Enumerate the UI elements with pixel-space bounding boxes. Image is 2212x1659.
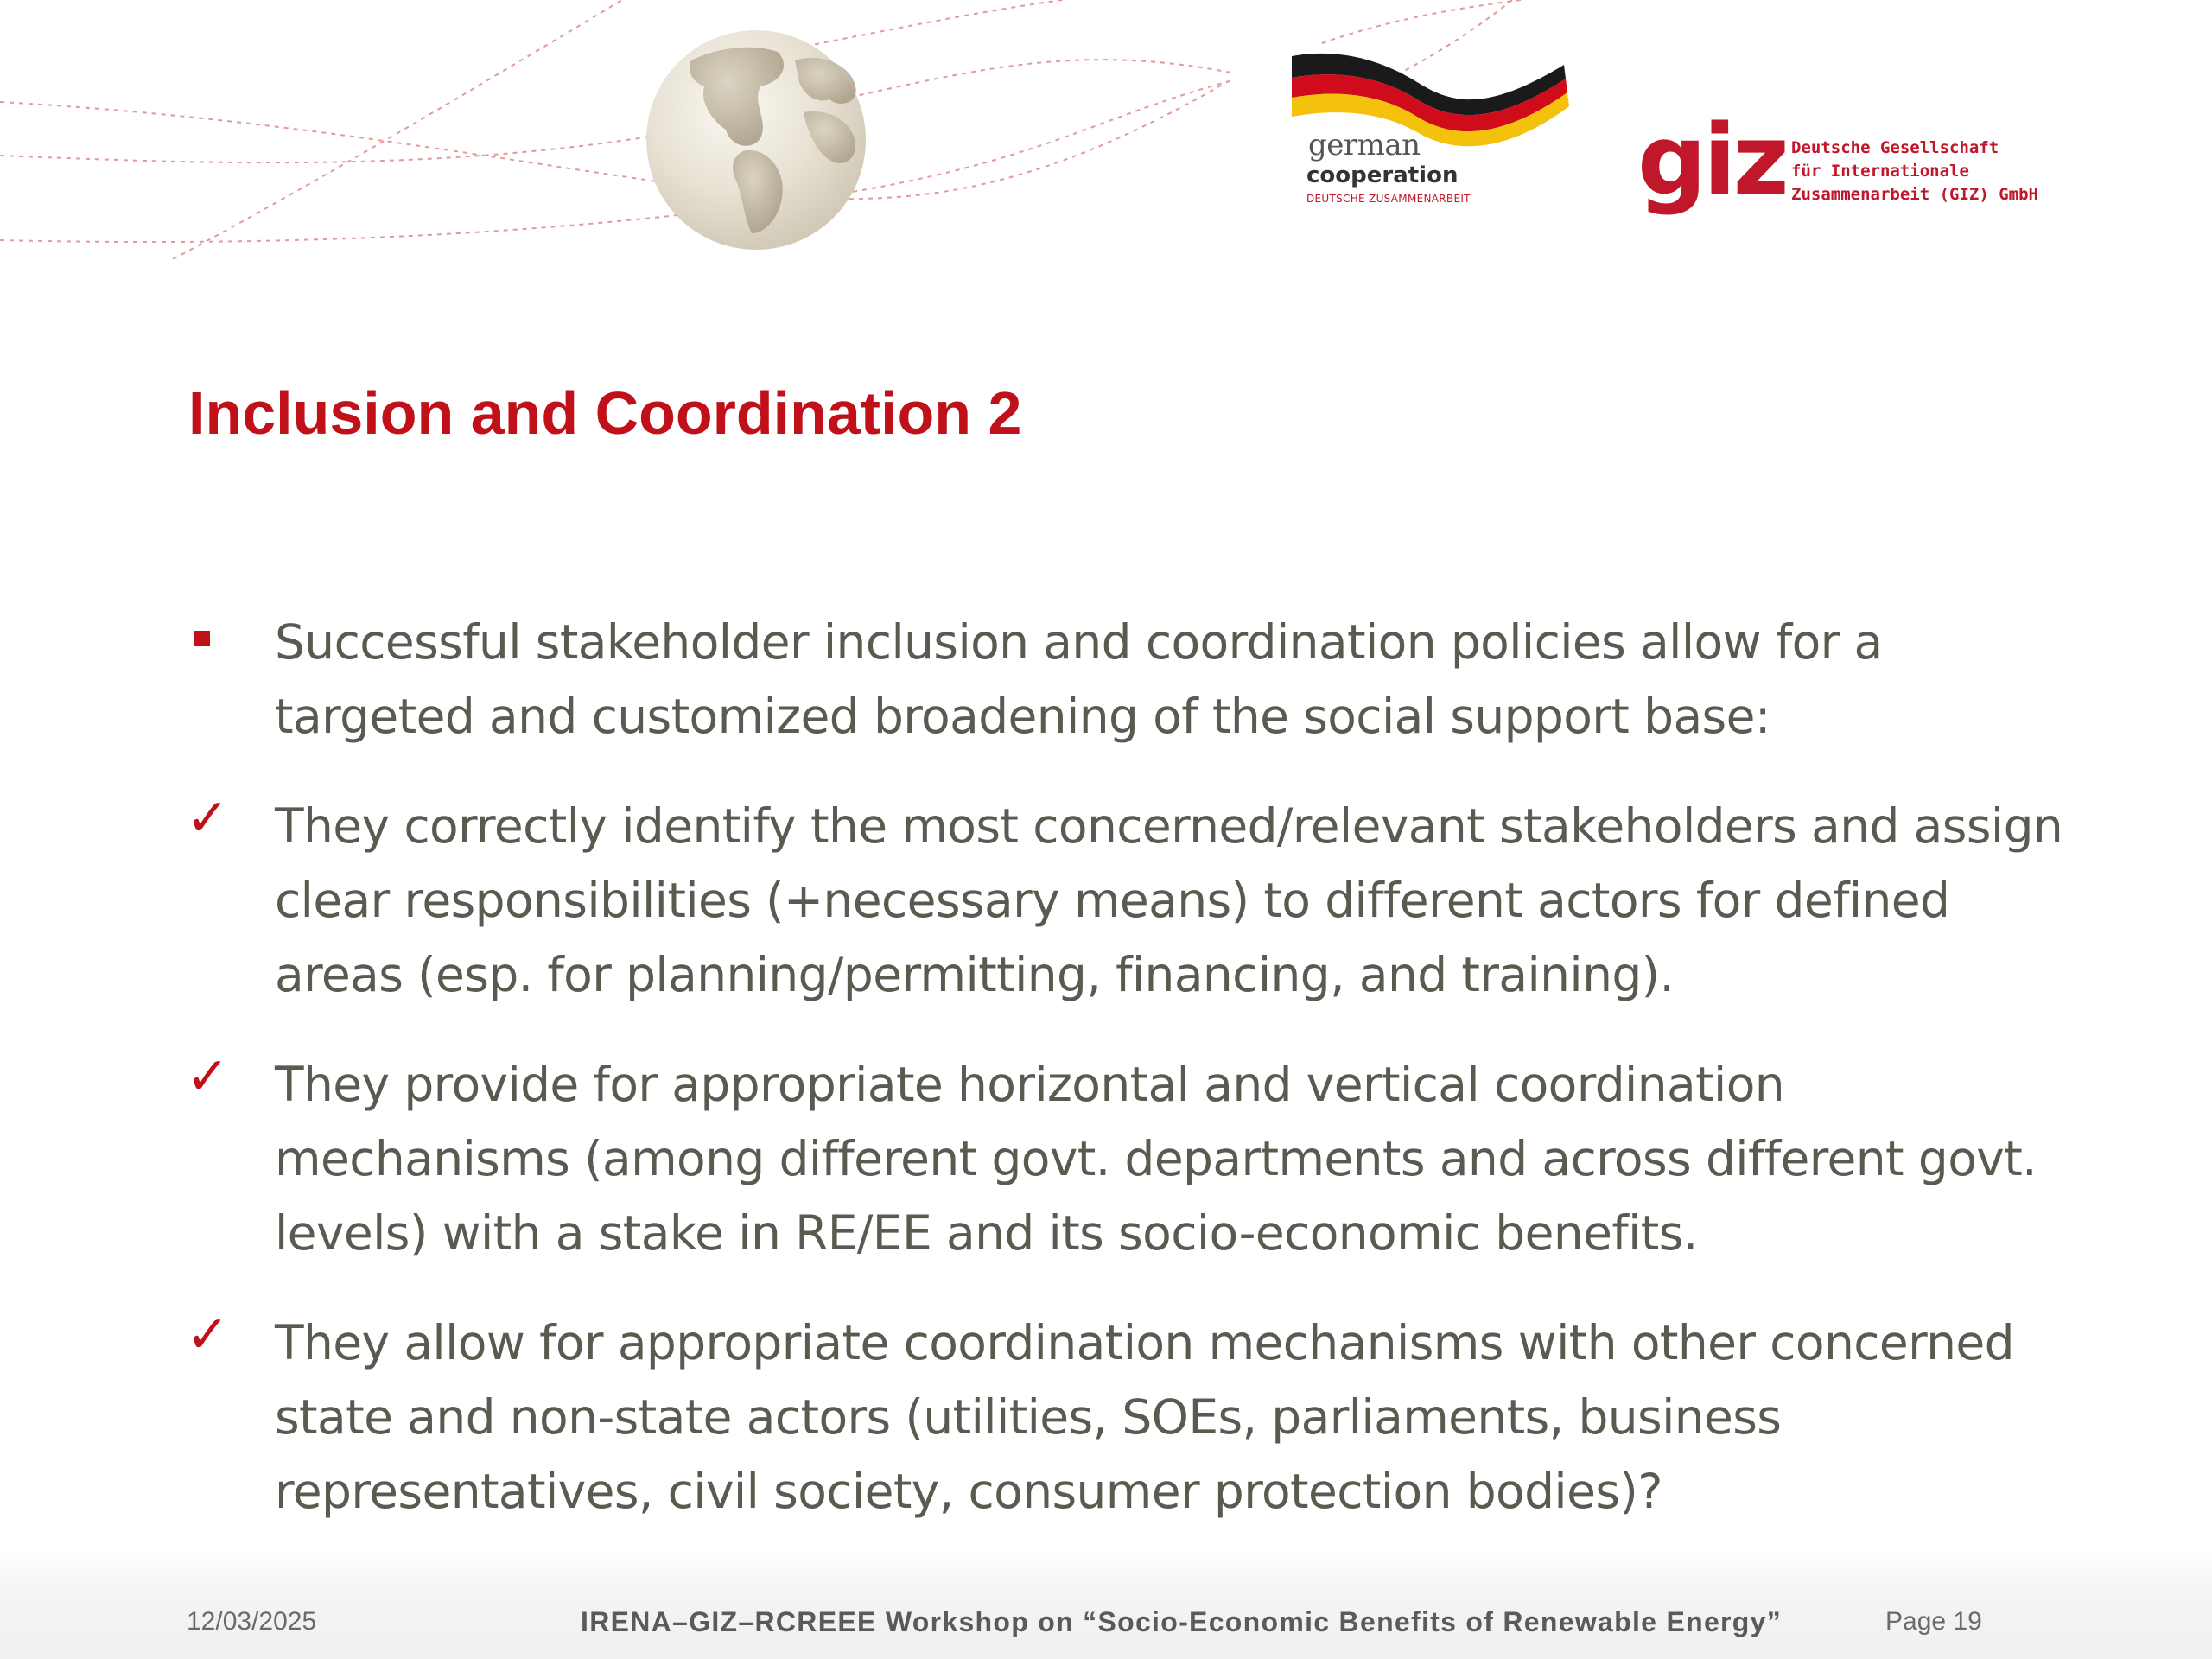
list-item-text: Successful stakeholder inclusion and coordination policies allow for a targeted and customized broadening of the social support base: [275,614,1883,744]
german-cooperation-line1: german [1308,128,1421,162]
giz-logo-text [1791,137,2038,207]
slide-title: Inclusion and Coordination 2 [188,379,1022,447]
german-cooperation-line3: DEUTSCHE ZUSAMMENARBEIT [1306,193,1471,205]
checkmark-icon: ✓ [186,788,230,849]
list-item-text: They correctly identify the most concerned/relevant stakeholders and assign clear responsibilities (+necessary means) to different actors for defined areas (esp. for planning/permitting, financing, and training). [275,798,2063,1002]
checkmark-icon: ✓ [186,1046,230,1107]
footer-event-title: IRENA–GIZ–RCREEE Workshop on “Socio-Economic Benefits of Renewable Energy” [581,1606,1783,1637]
footer-date: 12/03/2025 [187,1607,317,1636]
footer-page-number: Page 19 [1885,1607,1982,1636]
giz-text-line: Deutsche Gesellschaft [1791,138,1999,157]
checkmark-icon: ✓ [186,1305,230,1365]
list-item-text: They allow for appropriate coordination mechanisms with other concerned state and non-state actors (utilities, SOEs, parliaments, business representatives, civil society, consumer protection bodies)? [275,1315,2014,1519]
footer-band [0,1547,2212,1659]
giz-text-line: Zusammenarbeit (GIZ) GmbH [1791,185,2038,204]
german-cooperation-line2: cooperation [1306,162,1459,188]
giz-text-line: für Internationale [1791,162,1969,181]
globe-icon [646,30,866,250]
german-cooperation-logo [1287,48,1573,220]
giz-logo-wordmark: giz [1637,105,1786,217]
square-bullet-icon [194,631,210,646]
header-decoration [0,0,2212,259]
list-item-text: They provide for appropriate horizontal and vertical coordination mechanisms (among different govt. departments and across different govt. levels) with a stake in RE/EE and its socio-economic benefits. [275,1057,2037,1261]
